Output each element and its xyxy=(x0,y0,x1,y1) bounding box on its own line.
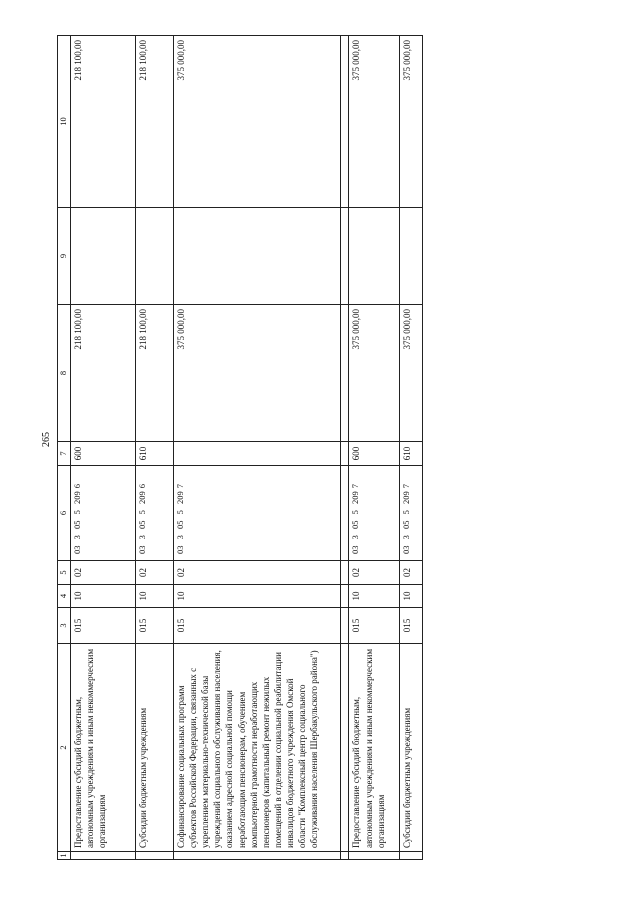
cell-c6-suffix: 7 xyxy=(350,484,361,489)
cell-c3: 015 xyxy=(399,608,422,644)
header-row xyxy=(58,36,71,860)
cell-c7 xyxy=(173,442,340,466)
cell-c8: 375 000,00 xyxy=(399,305,422,442)
cell-c7: 600 xyxy=(71,442,136,466)
cell-c8: 375 000,00 xyxy=(349,305,399,442)
cell-c5: 02 xyxy=(71,561,136,585)
cell-c9 xyxy=(349,208,399,305)
cell-c9 xyxy=(399,208,422,305)
cell-c6-suffix: 6 xyxy=(136,484,147,489)
cell-c3: 015 xyxy=(135,608,173,644)
budget-table xyxy=(57,35,423,860)
table-row xyxy=(349,36,399,860)
cell-c4: 10 xyxy=(173,585,340,608)
cell-c4: 10 xyxy=(71,585,136,608)
header-cell: 9 xyxy=(58,208,71,305)
cell-c6-code: 03 3 05 5 209 xyxy=(174,491,185,554)
cell-c5: 02 xyxy=(349,561,399,585)
cell-c8: 218 100,00 xyxy=(135,305,173,442)
cell-c6-suffix: 6 xyxy=(72,484,83,489)
cell-c9 xyxy=(173,208,340,305)
row-description: Субсидии бюджетным учреждениям xyxy=(135,644,173,852)
cell-c5: 02 xyxy=(399,561,422,585)
cell-c7: 610 xyxy=(399,442,422,466)
cell-c5: 02 xyxy=(173,561,340,585)
cell-c10: 375 000,00 xyxy=(173,36,340,208)
cell-c6 xyxy=(173,466,340,561)
table-row xyxy=(173,36,340,860)
header-cell: 2 xyxy=(58,644,71,852)
header-cell: 10 xyxy=(58,36,71,208)
cell-c4: 10 xyxy=(135,585,173,608)
cell-c6-code: 03 3 05 5 209 xyxy=(400,491,411,554)
cell-c9 xyxy=(71,208,136,305)
cell-c6-suffix: 7 xyxy=(400,484,411,489)
table-row xyxy=(135,36,173,860)
row-description: Субсидии бюджетным учреждениям xyxy=(399,644,422,852)
cell-c7: 610 xyxy=(135,442,173,466)
header-cell: 8 xyxy=(58,305,71,442)
cell-c6-suffix: 7 xyxy=(174,484,185,489)
header-cell: 4 xyxy=(58,585,71,608)
cell-c3: 015 xyxy=(349,608,399,644)
cell-c10: 218 100,00 xyxy=(135,36,173,208)
row-description: Предоставление субсидий бюджетным, автономным учреждениям и иным некоммерческим организациям xyxy=(71,644,136,852)
cell-c3: 015 xyxy=(173,608,340,644)
header-cell: 7 xyxy=(58,442,71,466)
cell-c4: 10 xyxy=(399,585,422,608)
cell-c9 xyxy=(135,208,173,305)
cell-c6 xyxy=(135,466,173,561)
cell-c10: 375 000,00 xyxy=(399,36,422,208)
cell-c6 xyxy=(71,466,136,561)
table-row xyxy=(71,36,136,860)
header-cell: 5 xyxy=(58,561,71,585)
header-cell: 1 xyxy=(58,852,71,860)
cell-c6 xyxy=(399,466,422,561)
cell-c3: 015 xyxy=(71,608,136,644)
row-description: Предоставление субсидий бюджетным, автономным учреждениям и иным некоммерческим организациям xyxy=(349,644,399,852)
cell-c6-code: 03 3 05 5 209 xyxy=(350,491,361,554)
cell-c4: 10 xyxy=(349,585,399,608)
table-spacer-row xyxy=(341,36,349,860)
header-cell: 3 xyxy=(58,608,71,644)
cell-c10: 218 100,00 xyxy=(71,36,136,208)
cell-c6-code: 03 3 05 5 209 xyxy=(136,491,147,554)
rotated-budget-table xyxy=(57,36,423,860)
cell-c7: 600 xyxy=(349,442,399,466)
header-cell: 6 xyxy=(58,466,71,561)
page-number: 265 xyxy=(41,432,52,447)
row-description: Софинансирование социальных программ субъектов Российской Федерации, связанных с укреплением материально-технической базы учреждений социального обслуживания населения, оказанием адресной социальной помощи неработающим пенсионерам, обучением компьютерной грамотности неработающих пенсионеров (капитальный ремонт нежилых помещений в отделении социальной реабилитации инвалидов бюджетного учреждения Омской области "Комплексный центр социального обслуживания населения Шербакульского района") xyxy=(173,644,340,852)
cell-c10: 375 000,00 xyxy=(349,36,399,208)
cell-c6 xyxy=(349,466,399,561)
cell-c5: 02 xyxy=(135,561,173,585)
cell-c8: 218 100,00 xyxy=(71,305,136,442)
cell-c8: 375 000,00 xyxy=(173,305,340,442)
table-row xyxy=(399,36,422,860)
cell-c6-code: 03 3 05 5 209 xyxy=(72,491,83,554)
